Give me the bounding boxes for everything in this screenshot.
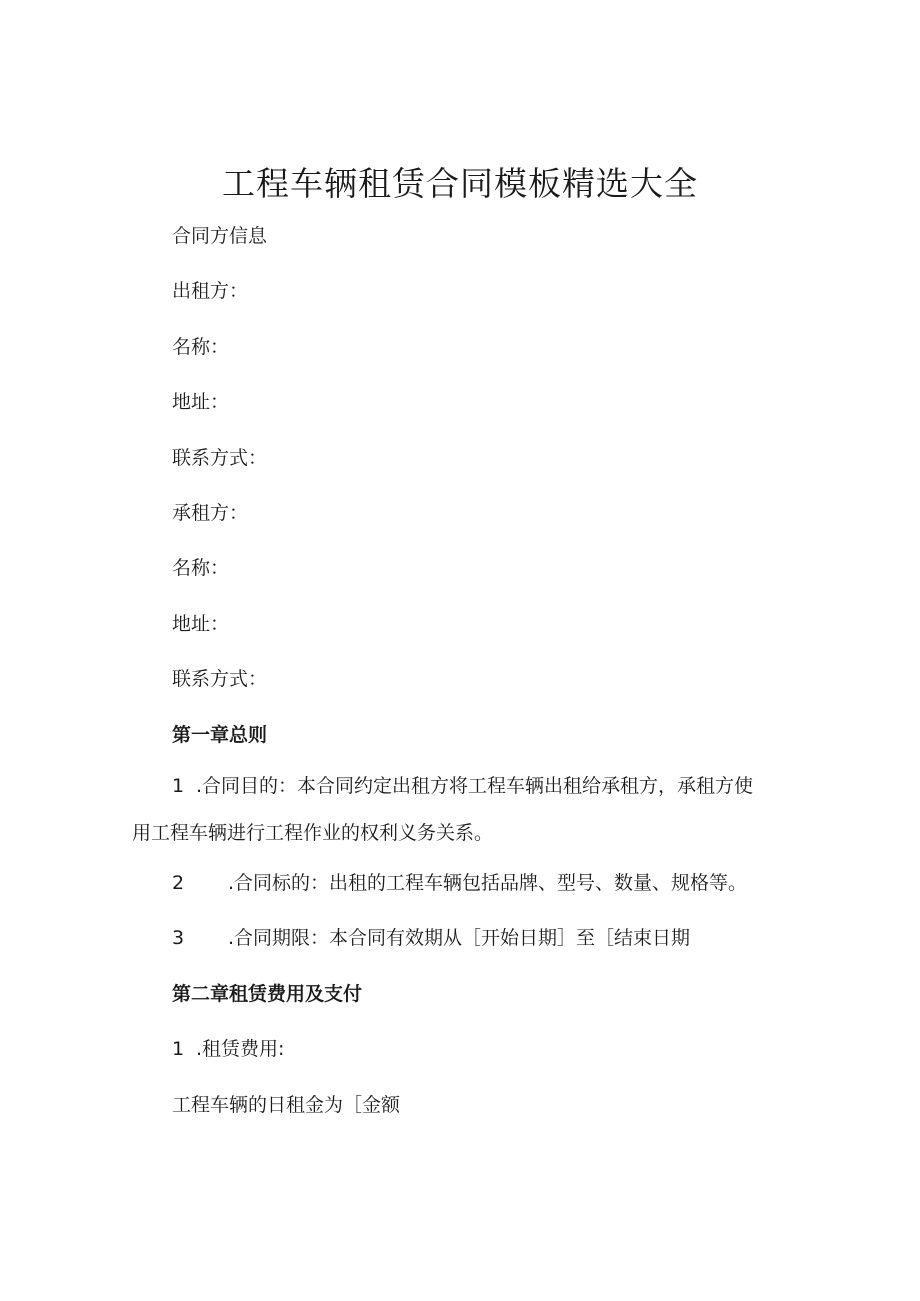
item-text: .合同目的：本合同约定出租方将工程车辆出租给承租方，承租方使 [196,775,754,797]
chapter1-heading: 第一章总则 [172,724,268,746]
lessee-name-field: 名称： [172,557,230,579]
item-number: 2 [172,872,185,894]
lessee-contact-field: 联系方式： [172,668,268,690]
lessor-label: 出租方： [172,280,249,302]
lessor-contact-field: 联系方式： [172,447,268,469]
lessee-label: 承租方： [172,502,249,524]
document-title: 工程车辆租赁合同模板精选大全 [222,164,698,203]
chapter1-item2 [172,869,747,897]
daily-rent-line: 工程车辆的日租金为［金额 [172,1094,401,1116]
lessor-address-field: 地址： [172,391,230,413]
chapter1-item1 [132,772,792,847]
chapter2-item1 [172,1035,284,1063]
lessee-address-field: 地址： [172,613,230,635]
chapter1-item1-line2: 用工程车辆进行工程作业的权利义务关系。 [132,822,494,844]
chapter2-heading: 第二章租赁费用及支付 [172,983,363,1005]
item-text: .合同标的：出租的工程车辆包括品牌、型号、数量、规格等。 [228,872,748,894]
item-text: .合同期限：本合同有效期从［开始日期］至［结束日期 [228,927,691,949]
chapter1-item1-line1 [132,772,792,800]
lessor-name-field: 名称： [172,336,230,358]
item-number: 1 [172,775,185,797]
item-number: 3 [172,927,185,949]
chapter1-item3 [172,924,690,952]
item-number: 1 [172,1038,185,1060]
item-text: .租赁费用: [196,1038,285,1060]
party-info-heading: 合同方信息 [172,225,268,247]
